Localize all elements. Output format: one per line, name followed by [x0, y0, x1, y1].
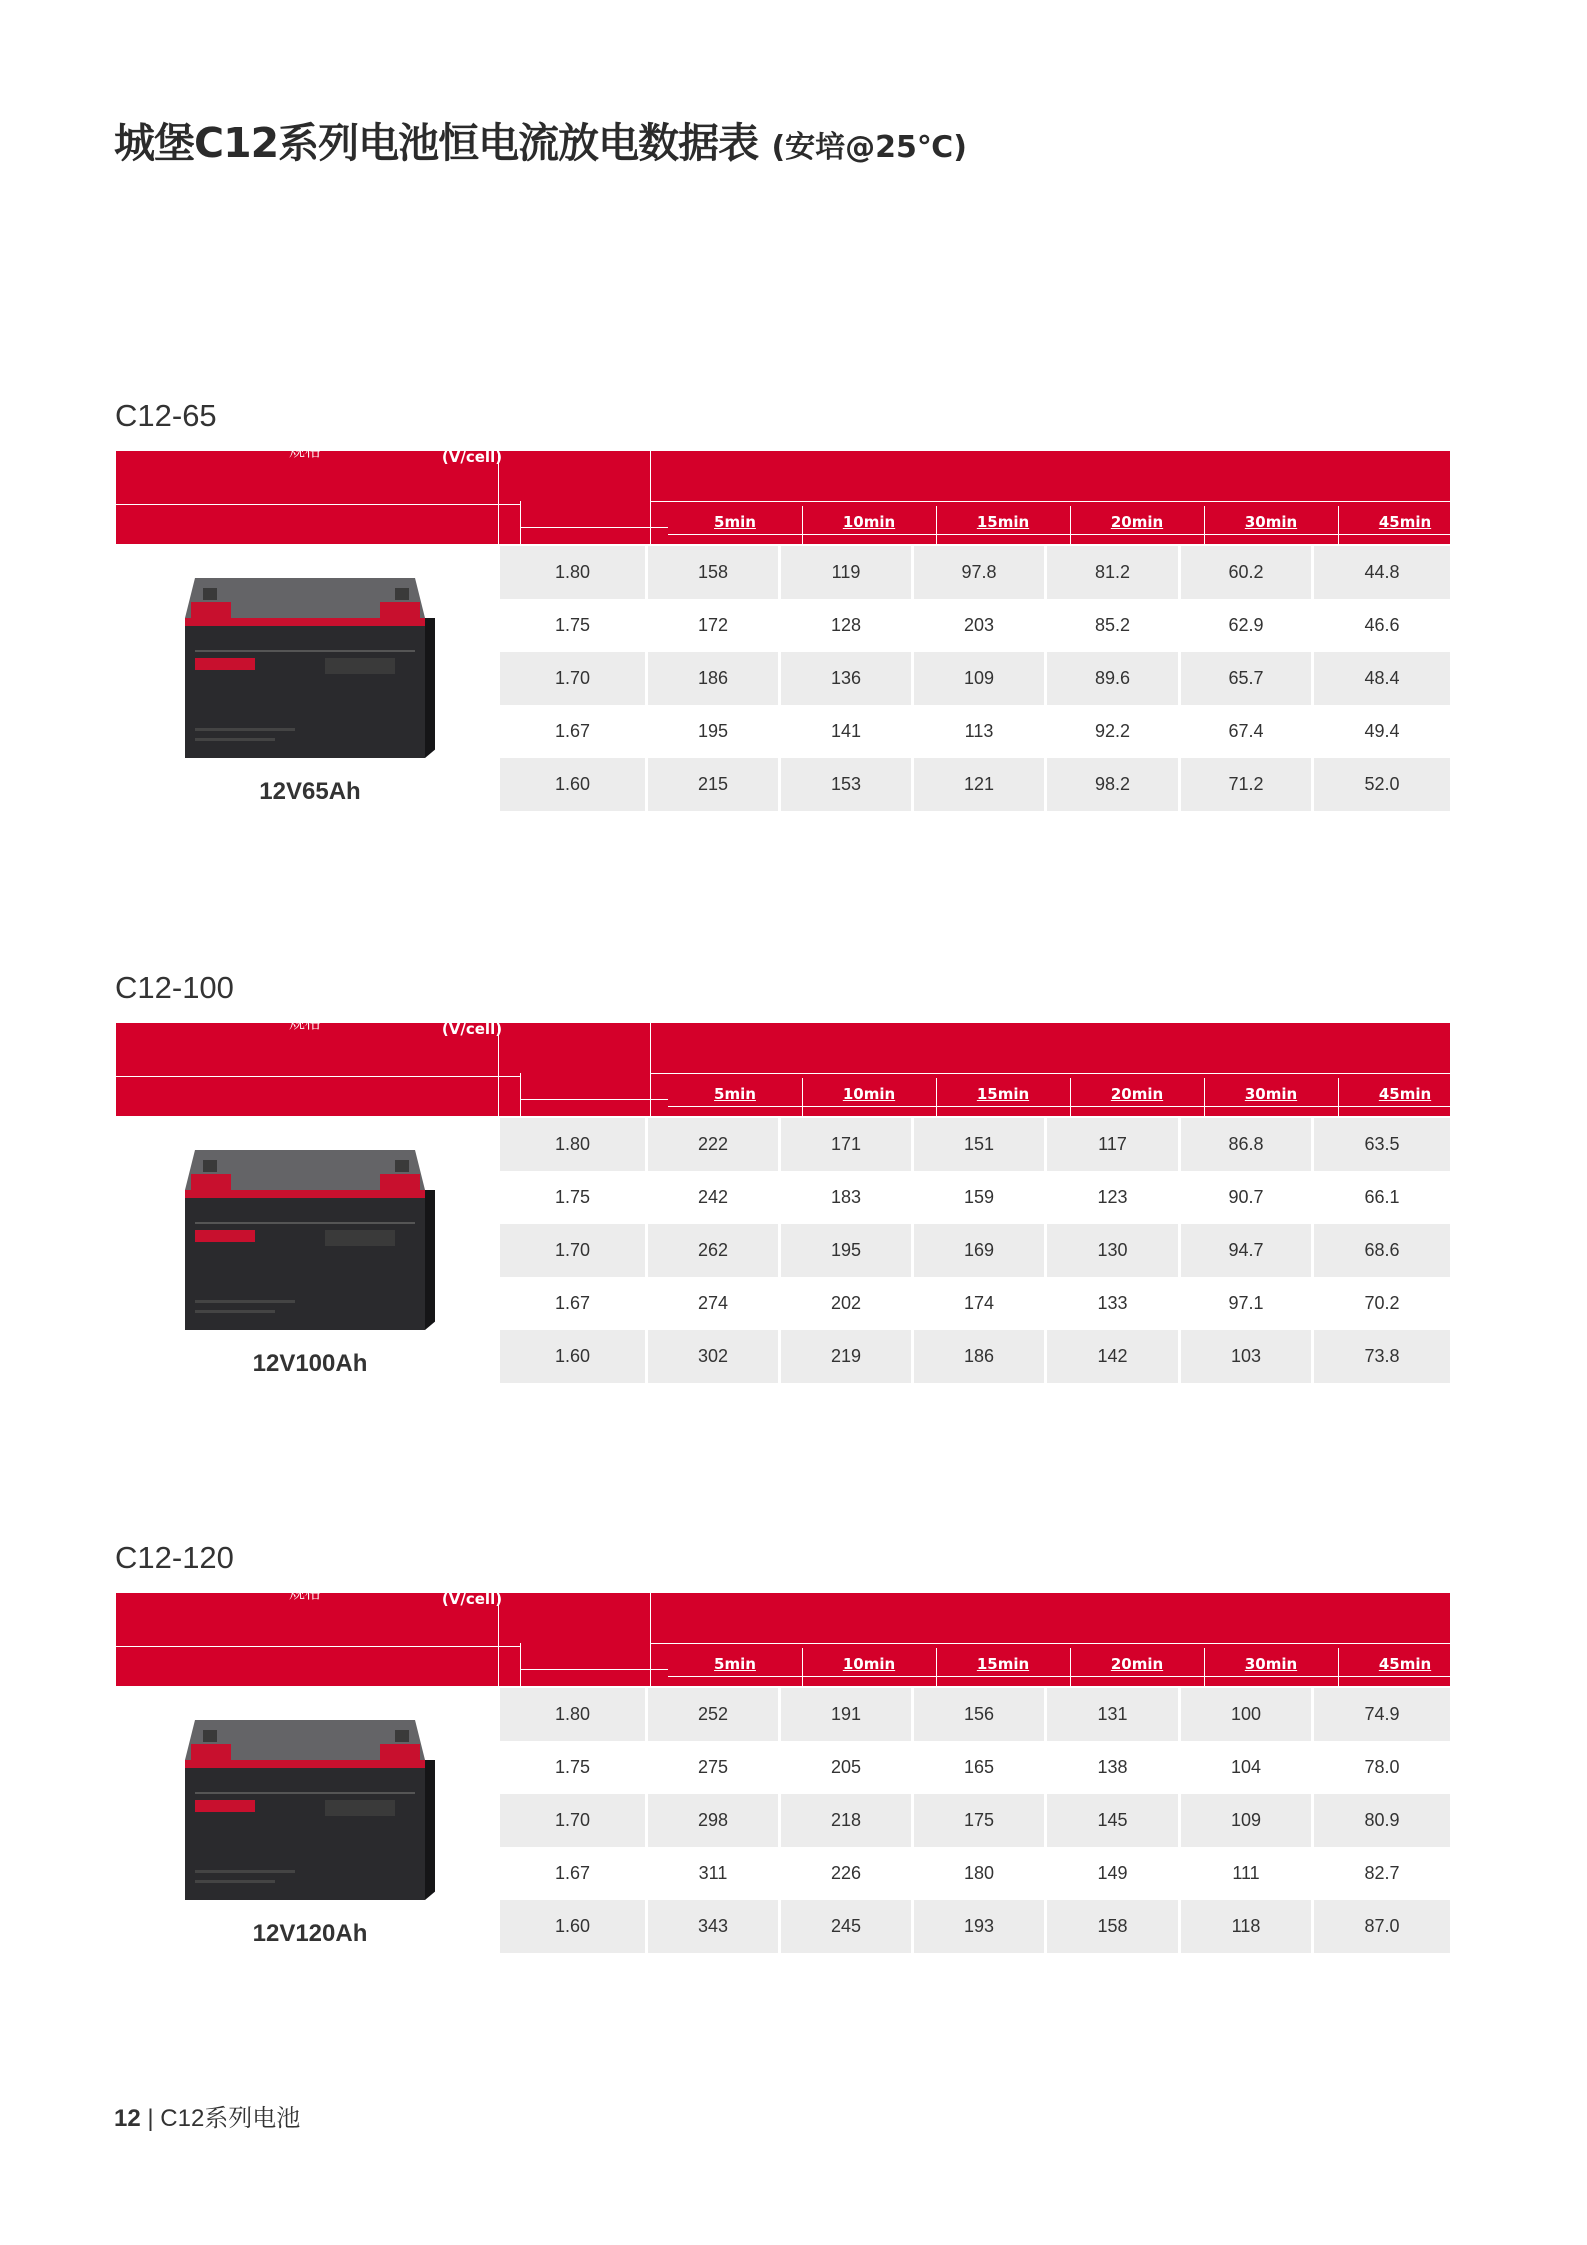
cell-value: 130 [1047, 1224, 1178, 1277]
cell-value: 90.7 [1228, 1187, 1264, 1207]
cell-value: 195 [697, 721, 729, 741]
cell-value: 117 [1047, 1118, 1178, 1171]
header-col-45min: 45min [1378, 513, 1432, 531]
header-divider-columns [668, 1676, 1450, 1677]
cell-value: 85.2 [1094, 615, 1131, 635]
table-row [500, 1277, 1450, 1330]
cell-value: 311 [698, 1863, 728, 1883]
cell-value: 145 [1047, 1794, 1178, 1847]
cell-value: 118 [1181, 1900, 1311, 1953]
table-row [500, 546, 1450, 599]
header-divider-time [650, 501, 1450, 502]
cell-value: 186 [914, 1330, 1044, 1383]
cell-value: 172 [697, 615, 729, 635]
cell-voltage: 1.80 [500, 1118, 645, 1171]
section-c12-120 [0, 1540, 1587, 1960]
cell-value: 80.9 [1314, 1794, 1450, 1847]
cell-voltage: 1.67 [554, 1293, 591, 1313]
cell-voltage: 1.70 [500, 652, 645, 705]
cell-value: 44.8 [1314, 546, 1450, 599]
cell-value: 149 [1097, 1863, 1128, 1883]
cell-voltage: 1.75 [554, 1187, 591, 1207]
cell-value: 97.8 [914, 546, 1044, 599]
cell-value: 274 [697, 1293, 729, 1313]
cell-value: 73.8 [1314, 1330, 1450, 1383]
cell-value: 275 [697, 1757, 729, 1777]
section-c12-100 [0, 970, 1587, 1390]
cell-value: 62.9 [1228, 615, 1264, 635]
cell-voltage: 1.67 [554, 721, 591, 741]
cell-value: 66.1 [1364, 1187, 1400, 1207]
cell-value: 92.2 [1094, 721, 1131, 741]
cell-value: 52.0 [1314, 758, 1450, 811]
header-unit: (V/cell) [441, 448, 503, 466]
header-col-20min: 20min [1110, 1655, 1164, 1673]
table-row [500, 758, 1450, 811]
data-rows [500, 1688, 1450, 1953]
header-separator-2 [650, 1593, 651, 1686]
cell-value: 159 [963, 1187, 995, 1207]
header-divider-time [650, 1643, 1450, 1644]
cell-value: 174 [963, 1293, 995, 1313]
model-label: 12V65Ah [259, 778, 361, 805]
header-col-10min: 10min [842, 513, 896, 531]
cell-value: 131 [1047, 1688, 1178, 1741]
cell-value: 169 [914, 1224, 1044, 1277]
model-label: 12V100Ah [252, 1350, 368, 1377]
cell-value: 109 [914, 652, 1044, 705]
cell-value: 68.6 [1314, 1224, 1450, 1277]
header-col-20min: 20min [1110, 1085, 1164, 1103]
cell-value: 302 [648, 1330, 778, 1383]
cell-value: 158 [648, 546, 778, 599]
cell-value: 109 [1181, 1794, 1311, 1847]
cell-value: 87.0 [1314, 1900, 1450, 1953]
header-col-30min: 30min [1244, 1655, 1298, 1673]
cell-value: 136 [781, 652, 911, 705]
cell-value: 186 [648, 652, 778, 705]
cell-value: 262 [648, 1224, 778, 1277]
cell-value: 113 [964, 721, 994, 741]
cell-value: 203 [963, 615, 995, 635]
cell-value: 156 [914, 1688, 1044, 1741]
section-title: C12-65 [115, 398, 217, 433]
page-footer [114, 2098, 300, 2133]
battery-image [175, 558, 435, 778]
cell-value: 119 [781, 546, 911, 599]
cell-value: 141 [830, 721, 862, 741]
table-row [500, 1171, 1450, 1224]
cell-value: 67.4 [1228, 721, 1264, 741]
header-col-20min: 20min [1110, 513, 1164, 531]
cell-value: 218 [781, 1794, 911, 1847]
header-col-5min: 5min [714, 1085, 756, 1103]
cell-value: 98.2 [1047, 758, 1178, 811]
header-divider-time [650, 1073, 1450, 1074]
header-separator-3 [520, 1073, 521, 1116]
cell-value: 222 [648, 1118, 778, 1171]
title-main: 城堡C12系列电池恒电流放电数据表 [114, 119, 759, 167]
cell-value: 242 [697, 1187, 729, 1207]
cell-voltage: 1.70 [500, 1224, 645, 1277]
battery-image [175, 1700, 435, 1920]
cell-value: 97.1 [1228, 1293, 1264, 1313]
table-row [500, 1794, 1450, 1847]
table-row [500, 1688, 1450, 1741]
cell-value: 86.8 [1181, 1118, 1311, 1171]
header-divider-unit [520, 1669, 668, 1670]
header-col-30min: 30min [1244, 513, 1298, 531]
cell-value: 46.6 [1364, 615, 1400, 635]
cell-value: 183 [830, 1187, 862, 1207]
cell-value: 142 [1047, 1330, 1178, 1383]
header-col-15min: 15min [976, 1085, 1030, 1103]
table-row [500, 705, 1450, 758]
cell-voltage: 1.75 [554, 615, 591, 635]
page-title [114, 110, 967, 169]
header-col-45min: 45min [1378, 1085, 1432, 1103]
table-row [500, 1847, 1450, 1900]
header-spec: 规格 [288, 1013, 321, 1032]
cell-value: 82.7 [1364, 1863, 1400, 1883]
cell-value: 219 [781, 1330, 911, 1383]
header-time: 时间 [917, 984, 948, 1002]
cell-value: 63.5 [1314, 1118, 1450, 1171]
cell-value: 252 [648, 1688, 778, 1741]
cell-value: 111 [1232, 1863, 1260, 1883]
header-spec: 规格 [288, 441, 321, 460]
data-rows [500, 1118, 1450, 1383]
cell-value: 78.0 [1364, 1757, 1400, 1777]
header-col-5min: 5min [714, 1655, 756, 1673]
cell-value: 226 [830, 1863, 862, 1883]
header-voltage: 截至电压 [438, 1565, 506, 1585]
cell-value: 205 [830, 1757, 862, 1777]
cell-value: 151 [914, 1118, 1044, 1171]
header-divider-columns [668, 1106, 1450, 1107]
data-rows [500, 546, 1450, 811]
cell-voltage: 1.75 [554, 1757, 591, 1777]
model-label: 12V120Ah [252, 1920, 368, 1947]
header-separator-3 [520, 1643, 521, 1686]
header-col-15min: 15min [976, 1655, 1030, 1673]
header-divider-unit [520, 527, 668, 528]
footer-separator: | [147, 2105, 154, 2132]
cell-value: 103 [1181, 1330, 1311, 1383]
header-col-45min: 45min [1378, 1655, 1432, 1673]
section-title: C12-100 [115, 970, 234, 1005]
cell-value: 128 [830, 615, 862, 635]
cell-value: 89.6 [1047, 652, 1178, 705]
table-row [500, 1118, 1450, 1171]
header-col-30min: 30min [1244, 1085, 1298, 1103]
header-divider-columns [668, 534, 1450, 535]
table-row [500, 599, 1450, 652]
cell-voltage: 1.60 [500, 758, 645, 811]
cell-voltage: 1.67 [554, 1863, 591, 1883]
cell-voltage: 1.60 [500, 1330, 645, 1383]
cell-value: 100 [1181, 1688, 1311, 1741]
cell-value: 298 [648, 1794, 778, 1847]
cell-value: 81.2 [1047, 546, 1178, 599]
header-separator-3 [520, 501, 521, 544]
cell-voltage: 1.80 [500, 1688, 645, 1741]
cell-value: 60.2 [1181, 546, 1311, 599]
header-col-10min: 10min [842, 1085, 896, 1103]
header-time: 时间 [917, 1554, 948, 1572]
header-divider-spec [116, 1646, 520, 1647]
table-row [500, 1224, 1450, 1277]
section-title: C12-120 [115, 1540, 234, 1575]
cell-value: 65.7 [1181, 652, 1311, 705]
header-voltage: 截至电压 [438, 423, 506, 443]
header-separator-2 [650, 451, 651, 544]
header-separator-2 [650, 1023, 651, 1116]
header-divider-unit [520, 1099, 668, 1100]
header-divider-spec [116, 504, 520, 505]
cell-value: 193 [914, 1900, 1044, 1953]
cell-value: 138 [1097, 1757, 1128, 1777]
battery-image [175, 1130, 435, 1350]
cell-value: 180 [963, 1863, 995, 1883]
cell-value: 74.9 [1314, 1688, 1450, 1741]
header-spec: 规格 [288, 1583, 321, 1602]
cell-value: 165 [963, 1757, 995, 1777]
header-col-10min: 10min [842, 1655, 896, 1673]
cell-value: 191 [781, 1688, 911, 1741]
cell-value: 133 [1097, 1293, 1128, 1313]
header-col-15min: 15min [976, 513, 1030, 531]
cell-value: 70.2 [1364, 1293, 1400, 1313]
cell-value: 215 [648, 758, 778, 811]
table-row [500, 652, 1450, 705]
table-row [500, 1741, 1450, 1794]
footer-text: C12系列电池 [160, 2105, 301, 2132]
header-divider-spec [116, 1076, 520, 1077]
cell-value: 195 [781, 1224, 911, 1277]
page-number: 12 [114, 2105, 141, 2132]
cell-value: 94.7 [1181, 1224, 1311, 1277]
cell-value: 49.4 [1364, 721, 1400, 741]
table-row [500, 1900, 1450, 1953]
cell-voltage: 1.80 [500, 546, 645, 599]
header-time: 时间 [917, 412, 948, 430]
cell-value: 171 [781, 1118, 911, 1171]
cell-value: 245 [781, 1900, 911, 1953]
header-voltage: 截至电压 [438, 995, 506, 1015]
table-row [500, 1330, 1450, 1383]
section-c12-65 [0, 398, 1587, 818]
cell-value: 175 [914, 1794, 1044, 1847]
cell-value: 123 [1097, 1187, 1128, 1207]
cell-value: 202 [830, 1293, 862, 1313]
cell-value: 121 [914, 758, 1044, 811]
cell-value: 71.2 [1181, 758, 1311, 811]
cell-voltage: 1.70 [500, 1794, 645, 1847]
cell-value: 48.4 [1314, 652, 1450, 705]
cell-value: 104 [1230, 1757, 1262, 1777]
cell-voltage: 1.60 [500, 1900, 645, 1953]
cell-value: 158 [1047, 1900, 1178, 1953]
title-suffix: (安培@25℃) [771, 130, 967, 165]
header-unit: (V/cell) [441, 1020, 503, 1038]
cell-value: 343 [648, 1900, 778, 1953]
header-unit: (V/cell) [441, 1590, 503, 1608]
header-col-5min: 5min [714, 513, 756, 531]
cell-value: 153 [781, 758, 911, 811]
